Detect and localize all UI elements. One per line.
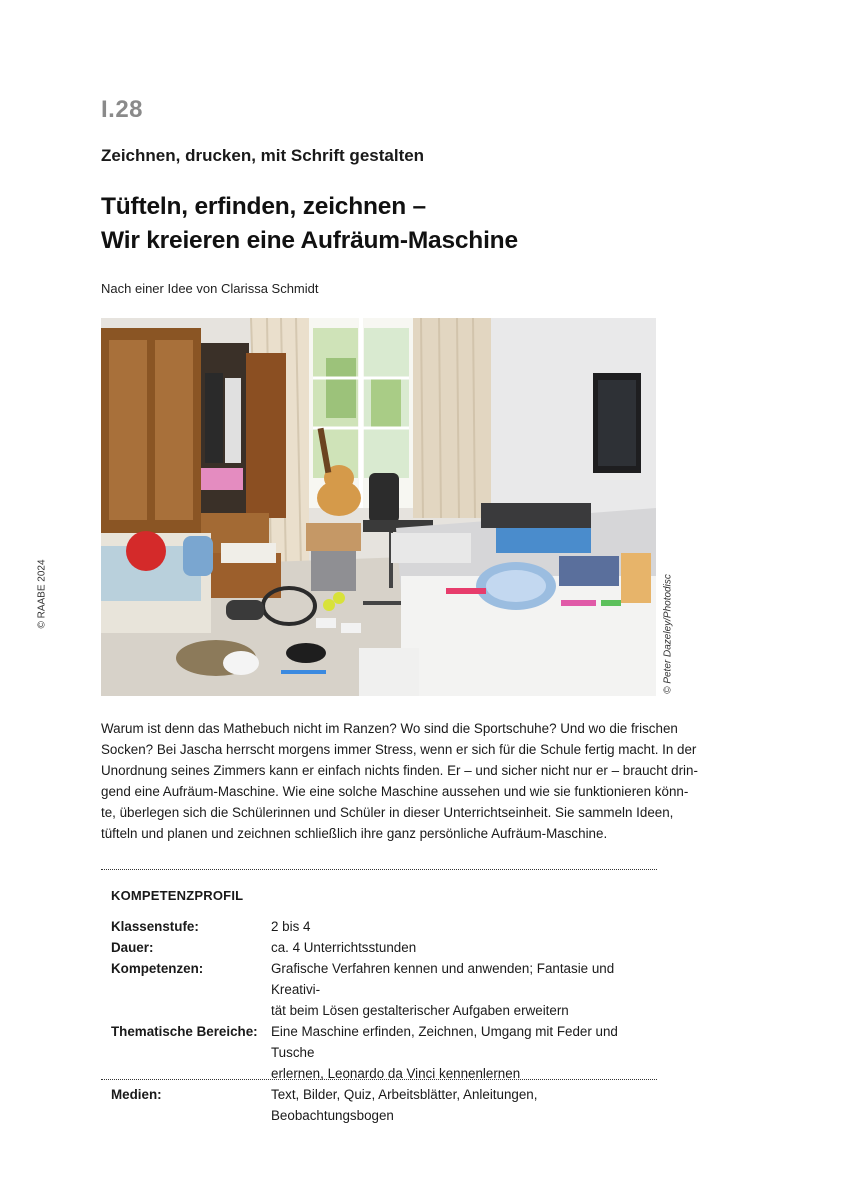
profile-value-line: Eine Maschine erfinden, Zeichnen, Umgang mit Feder und Tusche: [271, 1024, 618, 1060]
profile-label: Dauer:: [111, 940, 154, 955]
profile-value-line: tät beim Lösen gestalterischer Aufgaben erweitern: [271, 1003, 569, 1018]
profile-label: Klassenstufe:: [111, 919, 199, 934]
profile-heading: KOMPETENZPROFIL: [111, 888, 244, 903]
profile-row: [111, 1021, 651, 1084]
profile-value: [271, 916, 651, 937]
profile-row: [111, 1084, 651, 1126]
competence-profile: [111, 888, 651, 1126]
profile-row: [111, 958, 651, 1021]
profile-value-line: erlernen, Leonardo da Vinci kennenlernen: [271, 1066, 521, 1081]
profile-label: Medien:: [111, 1087, 162, 1102]
profile-value: [271, 1084, 651, 1126]
intro-line: te, überlegen sich die Schülerinnen und Schüler in dieser Unterrichtseinheit. Sie sammeln Ideen,: [101, 805, 674, 820]
profile-row: [111, 937, 651, 958]
side-copyright: © RAABE 2024: [36, 559, 48, 629]
profile-value-line: Text, Bilder, Quiz, Arbeitsblätter, Anleitungen, Beobachtungsbogen: [271, 1087, 538, 1123]
messy-room-photo: [101, 318, 656, 696]
title-line-2: Wir kreieren eine Aufräum-Maschine: [101, 227, 518, 254]
title-line-1: Tüfteln, erfinden, zeichnen –: [101, 193, 426, 220]
profile-value-line: 2 bis 4: [271, 919, 311, 934]
divider-bottom: [101, 1079, 657, 1080]
intro-line: gend eine Aufräum-Maschine. Wie eine solche Maschine aussehen und wie sie funktionieren könn-: [101, 784, 689, 799]
photo-credit: © Peter Dazeley/Photodisc: [662, 574, 674, 694]
intro-line: Socken? Bei Jascha herrscht morgens immer Stress, wenn er sich für die Schule fertig macht. In der: [101, 742, 697, 757]
profile-label: Kompetenzen:: [111, 961, 204, 976]
profile-value: [271, 937, 651, 958]
intro-line: tüfteln und planen und zeichnen schließlich ihre ganz persönliche Aufräum-Maschine.: [101, 826, 608, 841]
profile-value-line: ca. 4 Unterrichtsstunden: [271, 940, 417, 955]
page-subtitle: Zeichnen, drucken, mit Schrift gestalten: [101, 146, 425, 165]
profile-row: [111, 916, 651, 937]
intro-paragraph: [101, 718, 698, 844]
section-number: I.28: [101, 96, 144, 123]
profile-value-line: Grafische Verfahren kennen und anwenden; Fantasie und Kreativi-: [271, 961, 615, 997]
divider-top: [101, 869, 657, 870]
intro-line: Warum ist denn das Mathebuch nicht im Ranzen? Wo sind die Sportschuhe? Und wo die frischen: [101, 721, 678, 736]
intro-line: Unordnung seines Zimmers kann er einfach nichts finden. Er – und sicher nicht nur er – braucht drin-: [101, 763, 698, 778]
author-credit: Nach einer Idee von Clarissa Schmidt: [101, 281, 319, 296]
profile-label: Thematische Bereiche:: [111, 1024, 258, 1039]
page-title: [101, 190, 518, 258]
profile-value: [271, 1021, 651, 1084]
profile-value: [271, 958, 651, 1021]
